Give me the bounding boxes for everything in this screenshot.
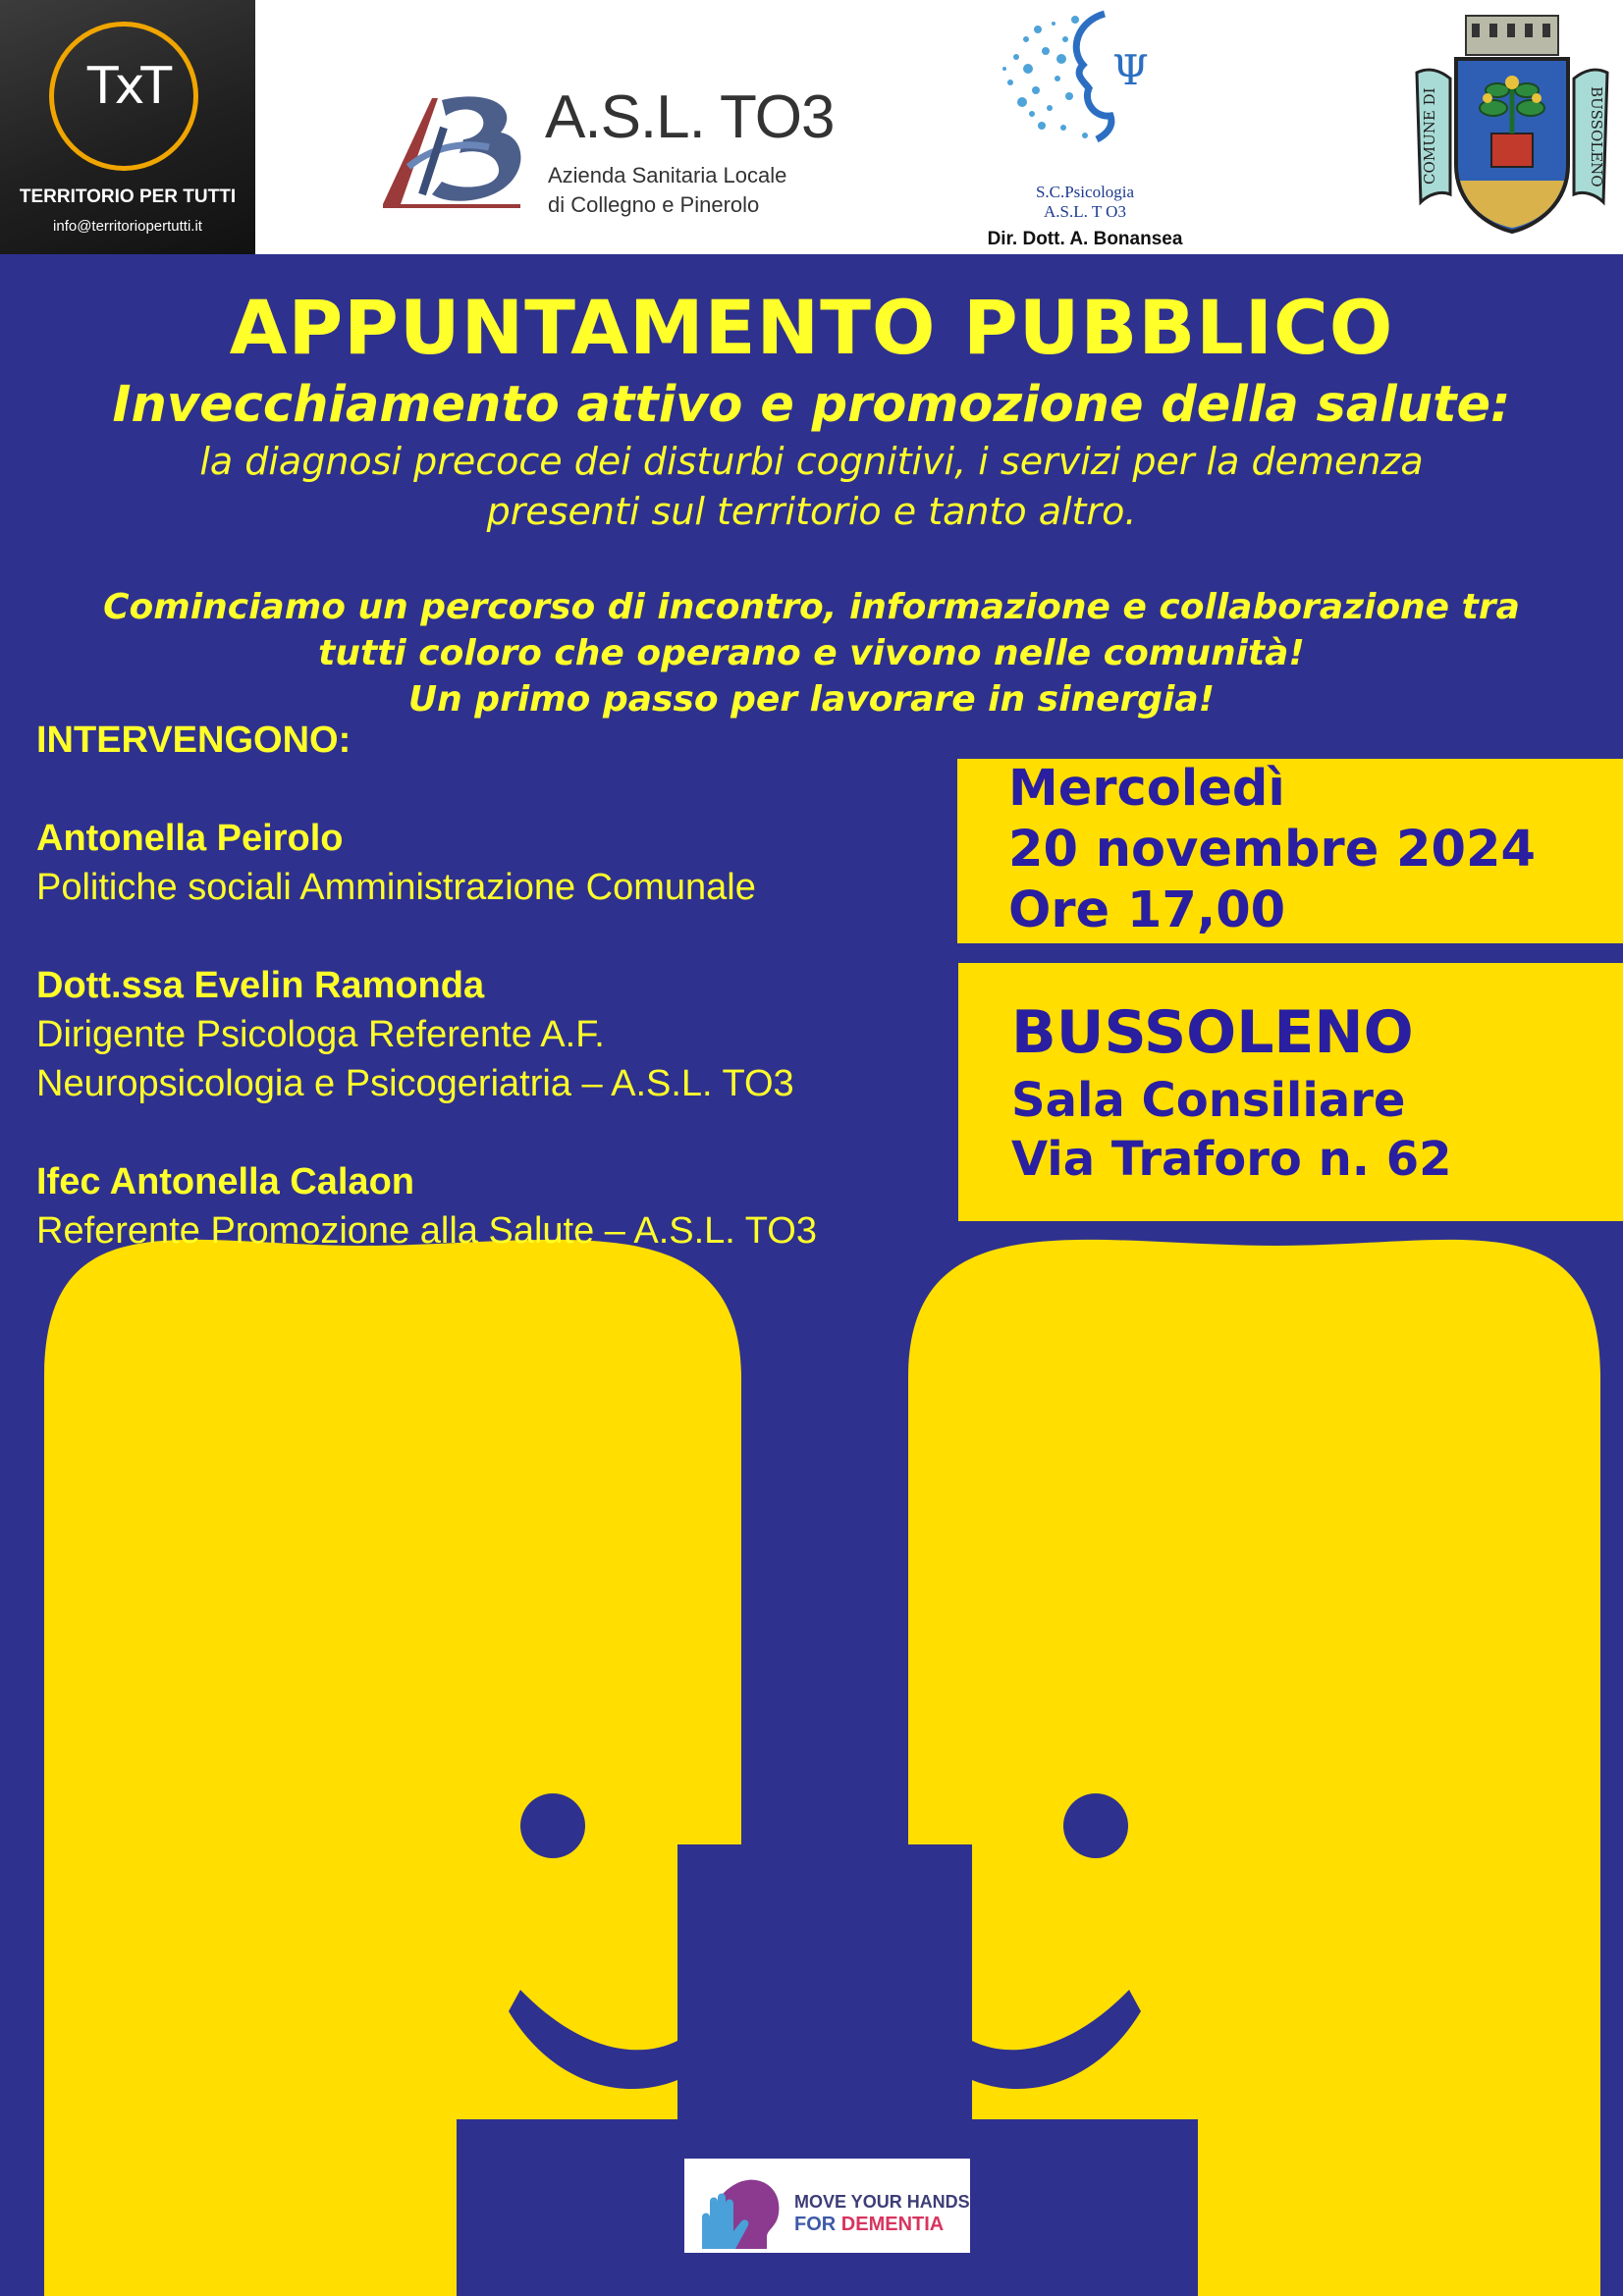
asl-line2: di Collegno e Pinerolo [548, 192, 760, 217]
event-time: Ore 17,00 [1008, 881, 1286, 939]
speaker-role: Dirigente Psicologa Referente A.F. [36, 1014, 605, 1055]
desc-line2: presenti sul territorio e tanto altro. [486, 490, 1137, 533]
poster-description [0, 437, 1623, 537]
event-day: Mercoledì [1008, 760, 1285, 818]
mh-line1: MOVE YOUR HANDS [794, 2192, 970, 2212]
txt-logo-email: info@territoriopertutti.it [53, 218, 202, 235]
event-address: Via Traforo n. 62 [1011, 1132, 1452, 1187]
asl-emblem-icon [373, 79, 540, 216]
psy-director: Dir. Dott. A. Bonansea [987, 229, 1183, 249]
move-your-hands-logo [684, 2159, 970, 2253]
mh-line2-a: FOR [794, 2214, 841, 2235]
mh-line2 [794, 2214, 944, 2236]
speaker-role: Politiche sociali Amministrazione Comunale [36, 867, 756, 908]
asl-subtitle [548, 161, 786, 220]
psy-line2: A.S.L. T O3 [1044, 202, 1126, 221]
territorio-per-tutti-logo [0, 0, 255, 254]
psi-head-icon [967, 0, 1203, 177]
comune-bussoleno-crest [1409, 8, 1615, 239]
psy-line1: S.C.Psicologia [1035, 183, 1135, 201]
desc-line1: la diagnosi precoce dei disturbi cognitivi, i servizi per la demenza [199, 440, 1424, 483]
event-date: 20 novembre 2024 [1008, 821, 1536, 879]
event-date-box [957, 759, 1623, 943]
speakers-label: INTERVENGONO: [36, 720, 352, 761]
txt-logo-title: TERRITORIO PER TUTTI [19, 187, 237, 207]
poster-title: APPUNTAMENTO PUBBLICO [229, 284, 1394, 371]
call-line3: Un primo passo per lavorare in sinergia! [407, 679, 1216, 720]
poster-call [0, 584, 1623, 722]
speaker-role: Neuropsicologia e Psicogeriatria – A.S.L. TO3 [36, 1063, 794, 1104]
svg-text:BUSSOLENO: BUSSOLENO [1588, 86, 1605, 187]
two-heads-illustration-icon [0, 254, 1623, 2296]
logo-header [0, 0, 1623, 254]
psicologia-logo [967, 0, 1222, 254]
asl-to3-logo [373, 79, 844, 226]
svg-text:Ψ: Ψ [1112, 46, 1149, 94]
hand-head-icon [688, 2159, 786, 2253]
speaker-name: Antonella Peirolo [36, 818, 344, 859]
speakers-list [36, 716, 959, 1255]
speaker-role: Referente Promozione alla Salute – A.S.L. TO3 [36, 1210, 817, 1252]
event-city: BUSSOLENO [1011, 998, 1414, 1067]
crest-icon [1409, 8, 1615, 239]
speaker-name: Ifec Antonella Calaon [36, 1161, 414, 1202]
asl-line1: Azienda Sanitaria Locale [548, 163, 787, 187]
txt-mark: TxT [86, 57, 169, 116]
svg-text:COMUNE DI: COMUNE DI [1421, 87, 1438, 185]
mh-line2-b: DEMENTIA [840, 2214, 945, 2235]
speaker-name: Dott.ssa Evelin Ramonda [36, 965, 485, 1006]
poster-subtitle: Invecchiamento attivo e promozione della salute: [112, 376, 1511, 434]
call-line1: Cominciamo un percorso di incontro, informazione e collaborazione tra [103, 587, 1520, 627]
poster-body [0, 254, 1623, 2296]
event-room: Sala Consiliare [1011, 1073, 1406, 1128]
asl-name: A.S.L. TO3 [545, 83, 835, 151]
call-line2: tutti coloro che operano e vivono nelle comunità! [318, 633, 1305, 673]
event-place-box [958, 963, 1623, 1221]
